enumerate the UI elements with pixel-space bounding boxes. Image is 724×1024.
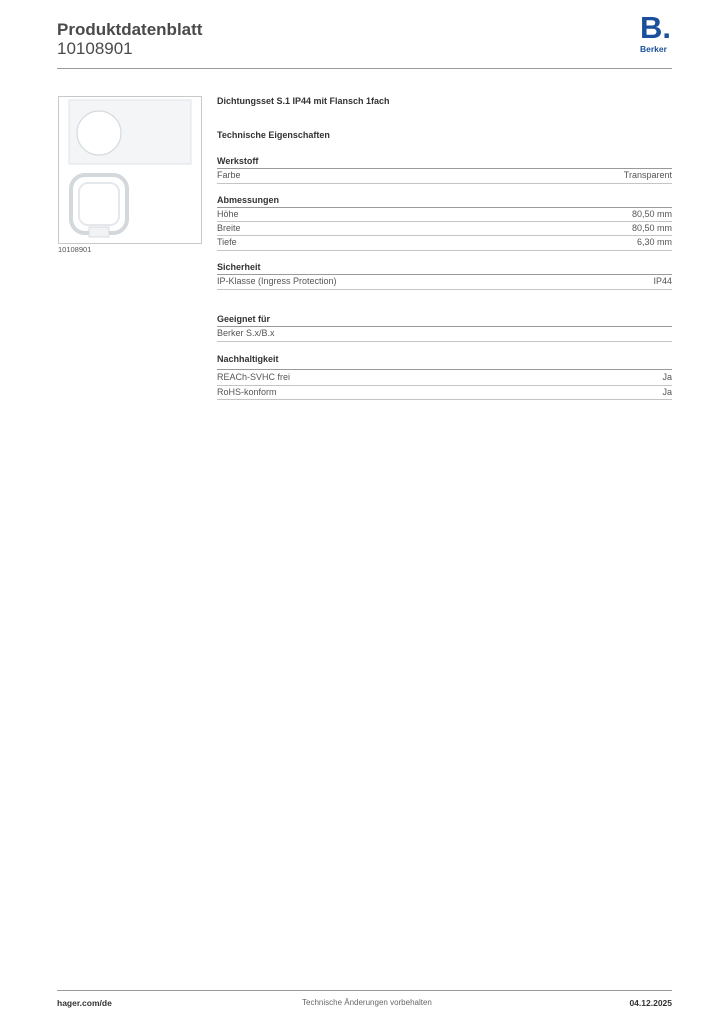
- image-caption: 10108901: [58, 245, 92, 254]
- spec-label: Tiefe: [217, 237, 237, 247]
- spec-row-berker: [217, 327, 672, 341]
- spec-label: RoHS-konform: [217, 387, 277, 397]
- footer-divider: [57, 990, 672, 991]
- footer-date: 04.12.2025: [629, 998, 672, 1008]
- spec-row-ip-klasse: [217, 275, 672, 289]
- page-title: Produktdatenblatt: [57, 20, 203, 39]
- logo-letter: B.: [640, 10, 671, 45]
- product-image: [58, 96, 202, 244]
- spec-label: Breite: [217, 223, 241, 233]
- spec-value: Ja: [662, 372, 672, 382]
- divider: [217, 341, 672, 342]
- divider: [217, 183, 672, 184]
- spec-label: Farbe: [217, 170, 241, 180]
- divider: [217, 289, 672, 290]
- spec-row-farbe: [217, 169, 672, 183]
- group-title-nachhaltigkeit: Nachhaltigkeit: [217, 354, 279, 364]
- group-title-werkstoff: Werkstoff: [217, 156, 259, 166]
- spec-row-reach: [217, 371, 672, 385]
- spec-row-rohs: [217, 386, 672, 400]
- product-illustration: [59, 97, 201, 243]
- spec-row-hoehe: [217, 208, 672, 222]
- spec-label: Berker S.x/B.x: [217, 328, 275, 338]
- spec-row-breite: [217, 222, 672, 236]
- spec-row-tiefe: [217, 236, 672, 250]
- spec-value: 80,50 mm: [631, 209, 672, 219]
- spec-label: REACh-SVHC frei: [217, 372, 291, 382]
- article-number: 10108901: [57, 39, 133, 58]
- header-divider: [57, 68, 672, 69]
- spec-value: IP44: [653, 276, 672, 286]
- spec-value: 6,30 mm: [636, 237, 672, 247]
- section-heading: Technische Eigenschaften: [217, 130, 330, 140]
- berker-logo: [640, 10, 674, 54]
- divider: [217, 250, 672, 251]
- spec-value: 80,50 mm: [631, 223, 672, 233]
- product-name: Dichtungsset S.1 IP44 mit Flansch 1fach: [217, 96, 390, 106]
- divider: [217, 399, 672, 400]
- divider: [217, 369, 672, 370]
- group-title-abmessungen: Abmessungen: [217, 195, 280, 205]
- logo-text: Berker: [640, 44, 667, 54]
- spec-label: IP-Klasse (Ingress Protection): [217, 276, 337, 286]
- spec-value: Transparent: [623, 170, 672, 180]
- group-title-sicherheit: Sicherheit: [217, 262, 261, 272]
- group-title-geeignet: Geeignet für: [217, 314, 271, 324]
- footer-disclaimer: Technische Änderungen vorbehalten: [302, 998, 432, 1007]
- spec-label: Höhe: [217, 209, 239, 219]
- footer-website: hager.com/de: [57, 998, 112, 1008]
- spec-value: Ja: [662, 387, 672, 397]
